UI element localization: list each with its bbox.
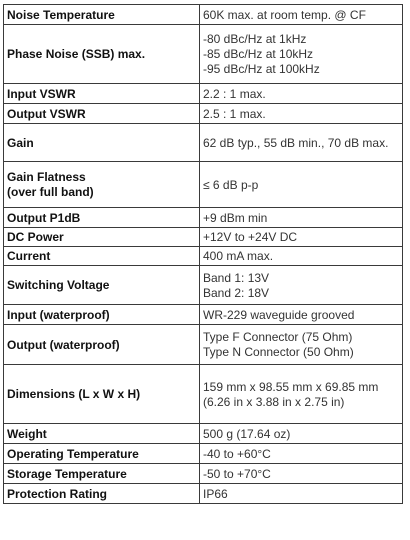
spec-label-cell bbox=[4, 104, 200, 124]
spec-value: Band 1: 13V bbox=[203, 270, 270, 285]
spec-table-container bbox=[3, 4, 403, 504]
spec-label-cell bbox=[4, 247, 200, 266]
spec-value: (6.26 in x 3.88 in x 2.75 in) bbox=[203, 394, 345, 409]
spec-row bbox=[4, 104, 403, 124]
spec-label-cell bbox=[4, 25, 200, 84]
spec-value: 2.2 : 1 max. bbox=[203, 86, 266, 101]
spec-row bbox=[4, 365, 403, 424]
spec-value: -40 to +60°C bbox=[203, 446, 271, 461]
spec-label-cell bbox=[4, 266, 200, 305]
spec-value: IP66 bbox=[203, 486, 228, 501]
spec-value: Band 2: 18V bbox=[203, 285, 270, 300]
spec-label: Output P1dB bbox=[7, 210, 81, 225]
spec-label: Gain Flatness bbox=[7, 170, 86, 184]
spec-value: Type N Connector (50 Ohm) bbox=[203, 345, 354, 359]
spec-value: 159 mm x 98.55 mm x 69.85 mm bbox=[203, 379, 379, 394]
spec-row bbox=[4, 464, 403, 484]
spec-label-cell bbox=[4, 162, 200, 208]
spec-row bbox=[4, 208, 403, 228]
spec-value-cell bbox=[200, 365, 403, 424]
spec-label: Output (waterproof) bbox=[7, 337, 120, 352]
spec-label: Gain bbox=[7, 135, 34, 150]
spec-value: -95 dBc/Hz at 100kHz bbox=[203, 62, 320, 76]
spec-row bbox=[4, 484, 403, 504]
spec-table-body bbox=[4, 5, 403, 504]
spec-label-cell bbox=[4, 228, 200, 247]
spec-label: Switching Voltage bbox=[7, 278, 110, 292]
spec-label-cell bbox=[4, 84, 200, 104]
spec-value: -85 dBc/Hz at 10kHz bbox=[203, 47, 314, 61]
spec-table bbox=[3, 4, 403, 504]
spec-row bbox=[4, 84, 403, 104]
spec-row bbox=[4, 124, 403, 162]
spec-value: Type F Connector (75 Ohm) bbox=[203, 330, 353, 344]
spec-row bbox=[4, 228, 403, 247]
spec-value-cell bbox=[200, 5, 403, 25]
spec-row bbox=[4, 247, 403, 266]
spec-value-cell bbox=[200, 84, 403, 104]
spec-label: Input (waterproof) bbox=[7, 307, 110, 322]
spec-value: 62 dB typ., 55 dB min., 70 dB max. bbox=[203, 135, 389, 150]
spec-row bbox=[4, 25, 403, 84]
spec-label: Output VSWR bbox=[7, 106, 86, 121]
spec-value-cell bbox=[200, 444, 403, 464]
spec-label: DC Power bbox=[7, 230, 64, 244]
spec-value-cell bbox=[200, 104, 403, 124]
spec-value-cell bbox=[200, 162, 403, 208]
spec-label: Input VSWR bbox=[7, 86, 76, 101]
spec-label: Dimensions (L x W x H) bbox=[7, 387, 141, 401]
spec-value-cell bbox=[200, 305, 403, 325]
spec-value-cell bbox=[200, 228, 403, 247]
spec-value: +12V to +24V DC bbox=[203, 230, 298, 244]
spec-value: +9 dBm min bbox=[203, 210, 268, 225]
spec-row bbox=[4, 162, 403, 208]
spec-value-cell bbox=[200, 266, 403, 305]
spec-label: Protection Rating bbox=[7, 486, 108, 501]
spec-value: 2.5 : 1 max. bbox=[203, 106, 266, 121]
spec-row bbox=[4, 5, 403, 25]
spec-value-cell bbox=[200, 247, 403, 266]
spec-row bbox=[4, 424, 403, 444]
spec-label-cell bbox=[4, 5, 200, 25]
spec-value-cell bbox=[200, 208, 403, 228]
spec-value: -50 to +70°C bbox=[203, 466, 271, 481]
spec-value: WR-229 waveguide grooved bbox=[203, 307, 355, 322]
spec-label-cell bbox=[4, 325, 200, 365]
spec-value-cell bbox=[200, 25, 403, 84]
spec-label: Current bbox=[7, 249, 51, 263]
spec-value: 60K max. at room temp. @ CF bbox=[203, 7, 366, 22]
spec-row bbox=[4, 305, 403, 325]
spec-label-cell bbox=[4, 424, 200, 444]
spec-label-cell bbox=[4, 484, 200, 504]
spec-value: ≤ 6 dB p-p bbox=[203, 177, 259, 192]
spec-value: -80 dBc/Hz at 1kHz bbox=[203, 32, 307, 46]
spec-label: (over full band) bbox=[7, 185, 94, 199]
spec-label-cell bbox=[4, 124, 200, 162]
spec-label: Noise Temperature bbox=[7, 7, 115, 22]
spec-value-cell bbox=[200, 484, 403, 504]
spec-row bbox=[4, 325, 403, 365]
spec-label: Storage Temperature bbox=[7, 466, 127, 481]
spec-label-cell bbox=[4, 464, 200, 484]
spec-label: Weight bbox=[7, 426, 47, 441]
spec-label-cell bbox=[4, 365, 200, 424]
spec-value-cell bbox=[200, 464, 403, 484]
spec-value-cell bbox=[200, 124, 403, 162]
spec-label-cell bbox=[4, 444, 200, 464]
spec-label: Operating Temperature bbox=[7, 446, 139, 461]
spec-row bbox=[4, 266, 403, 305]
spec-label-cell bbox=[4, 208, 200, 228]
spec-label-cell bbox=[4, 305, 200, 325]
spec-value-cell bbox=[200, 325, 403, 365]
spec-label: Phase Noise (SSB) max. bbox=[7, 47, 146, 61]
spec-row bbox=[4, 444, 403, 464]
spec-value-cell bbox=[200, 424, 403, 444]
spec-value: 500 g (17.64 oz) bbox=[203, 426, 291, 441]
spec-value: 400 mA max. bbox=[203, 249, 274, 263]
